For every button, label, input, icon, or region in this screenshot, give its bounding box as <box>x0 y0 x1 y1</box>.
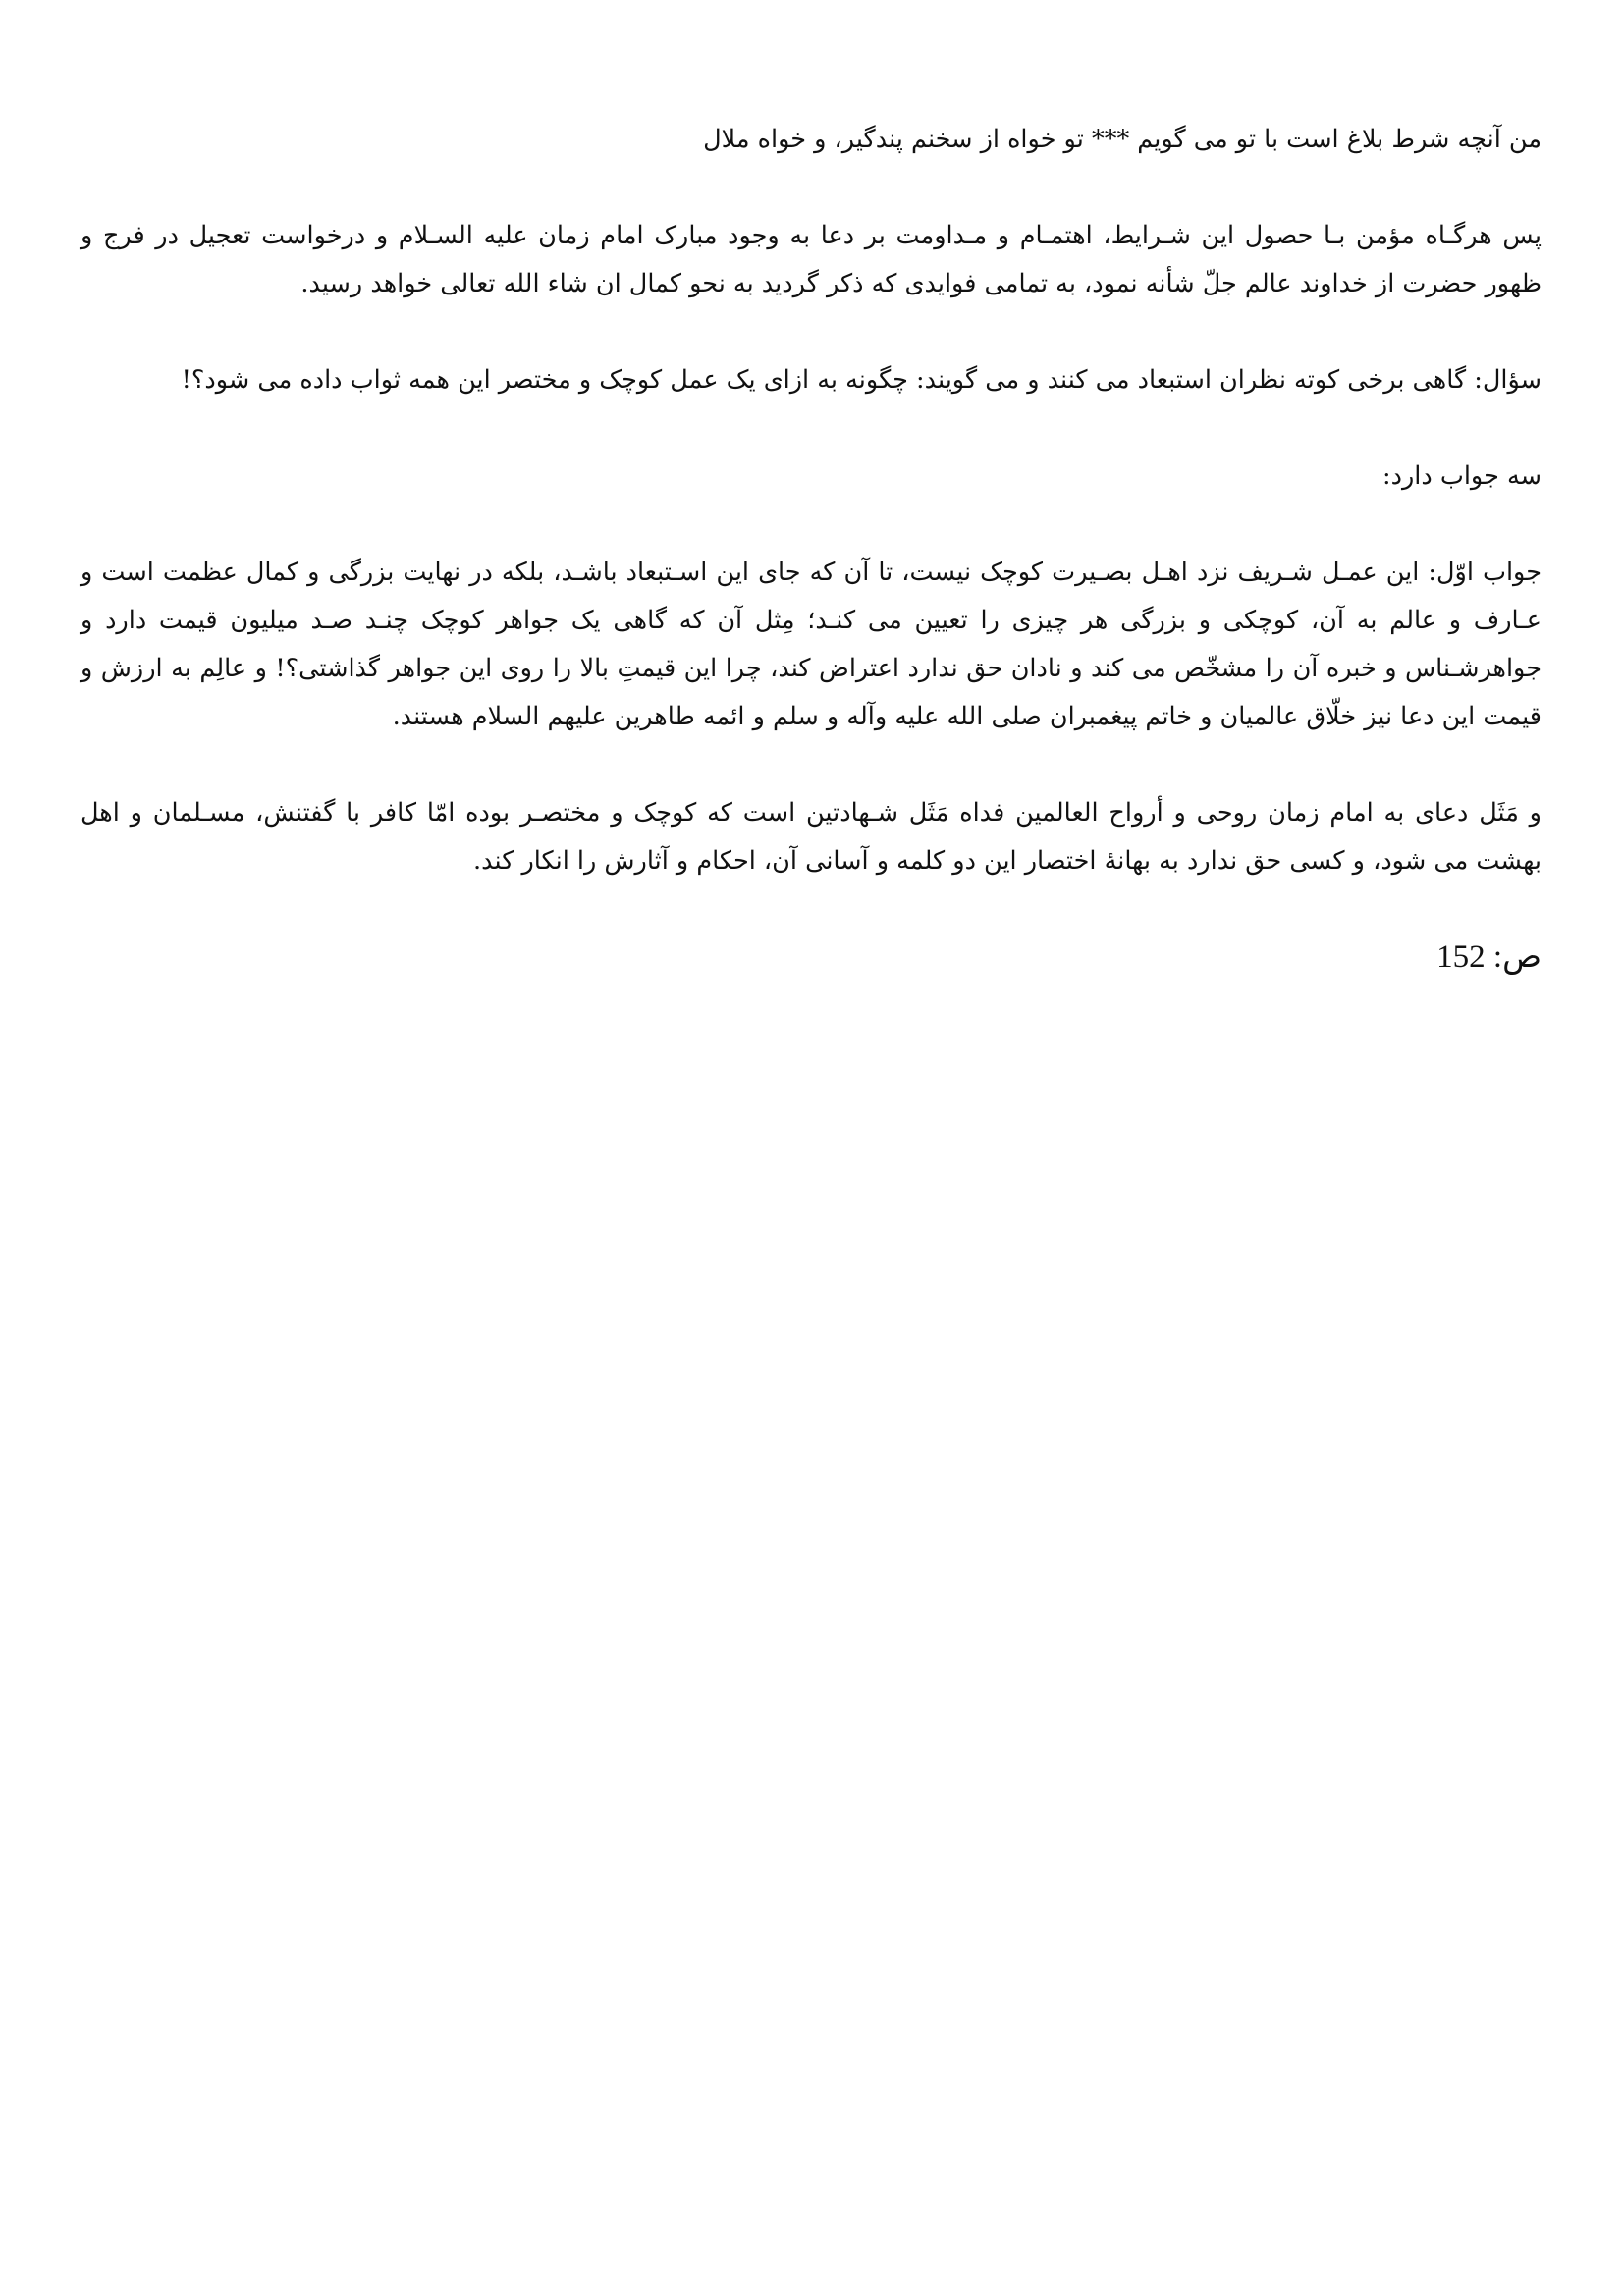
poem-verse: من آنچه شرط بلاغ است با تو می گویم *** تو خواه از سخنم پندگیر، و خواه ملال <box>703 125 1542 154</box>
page-number: ص: 152 <box>1436 939 1542 975</box>
document-page <box>81 116 1542 982</box>
paragraph-shahadatain-analogy: و مَثَل دعای به امام زمان روحی و أرواح العالمین فداه مَثَل شـهادتین است که کوچک و مختصـر بوده امّا کافر با گفتنش، مسـلمان و اهل بهشت می شود، و کسی حق ندارد به بهانۀ اختصار این دو کلمه و آسانی آن، احکام و آثارش را انکار کند. <box>81 798 1542 876</box>
paragraph-prayer-benefits: پس هرگـاه مؤمن بـا حصول این شـرایط، اهتمـام و مـداومت بر دعا به وجود مبارک امام زمان علیه السـلام و درخواست تعجیل در فرج و ظهور حضرت از خداوند عالم جلّ شأنه نمود، به تمامی فوایدی که ذکر گردید به نحو کمال ان شاء الله تعالی خواهد رسید. <box>81 221 1542 298</box>
paragraph-first-answer: جواب اوّل: این عمـل شـریف نزد اهـل بصـیرت کوچک نیست، تا آن که جای این اسـتبعاد باشـد، بلکه در نهایت بزرگی و کمال عظمت است و عـارف و عالم به آن، کوچکی و بزرگی هر چیزی را تعیین می کنـد؛ مِثل آن که گاهی یک جواهر کوچک چنـد صـد میلیون قیمت دارد و جواهرشـناس و خبره آن را مشخّص می کند و نادان حق ندارد اعتراض کند، چرا این قیمتِ بالا را روی این جواهر گذاشتی؟! و عالِم به ارزش و قیمت این دعا نیز خلّاق عالمیان و خاتم پیغمبران صلی الله علیه وآله و سلم و ائمه طاهرین علیهم السلام هستند. <box>81 558 1542 731</box>
paragraph-three-answers: سه جواب دارد: <box>1382 461 1542 491</box>
paragraph-question: سؤال: گاهی برخی کوته نظران استبعاد می کنند و می گویند: چگونه به ازای یک عمل کوچک و مختصر این همه ثواب داده می شود؟! <box>181 365 1542 395</box>
